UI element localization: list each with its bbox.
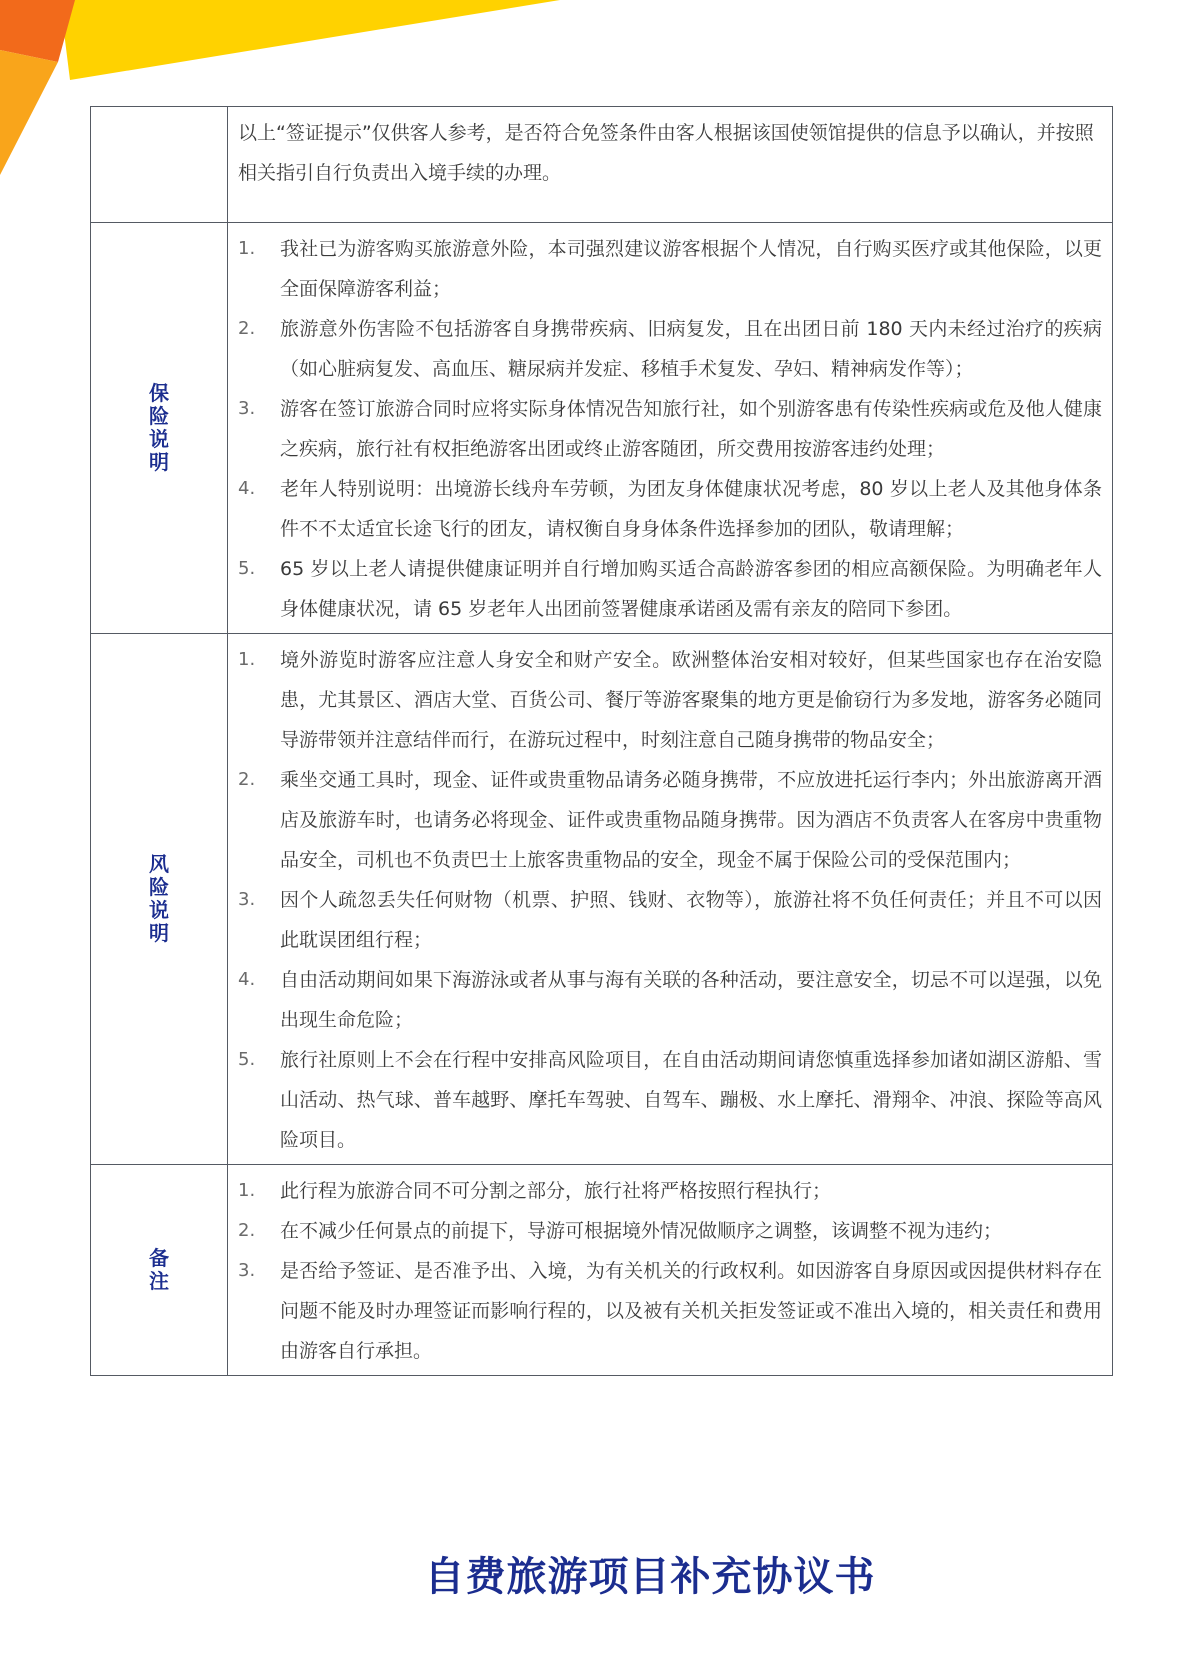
insurance-heading: 保险说明	[149, 381, 169, 474]
list-item	[238, 1251, 1102, 1371]
item-text: 旅游意外伤害险不包括游客自身携带疾病、旧病复发，且在出团日前 180 天内未经过治疗的疾病（如心脏病复发、高血压、糖尿病并发症、移植手术复发、孕妇、精神病发作等）；	[280, 318, 1102, 380]
notes-head-cell	[91, 1165, 228, 1376]
list-item	[238, 1211, 1102, 1251]
list-item	[238, 960, 1102, 1040]
insurance-list	[228, 223, 1112, 633]
item-number: 3.	[238, 889, 256, 910]
item-text: 是否给予签证、是否准予出、入境，为有关机关的行政权利。如因游客自身原因或因提供材料存在问题不能及时办理签证而影响行程的，以及被有关机关拒发签证或不准出入境的，相关责任和费用由游客自行承担。	[280, 1260, 1102, 1362]
page-title: 自费旅游项目补充协议书	[424, 1554, 876, 1600]
item-text: 自由活动期间如果下海游泳或者从事与海有关联的各种活动，要注意安全，切忌不可以逞强，以免出现生命危险；	[280, 969, 1102, 1031]
list-item	[238, 229, 1102, 309]
item-number: 5.	[238, 558, 256, 579]
deco-amber-shape	[0, 50, 58, 175]
item-text: 此行程为旅游合同不可分割之部分，旅行社将严格按照行程执行；	[280, 1180, 832, 1202]
risk-head-cell	[91, 634, 228, 1165]
deco-yellow-shape	[60, 0, 560, 80]
list-item	[238, 760, 1102, 880]
risk-row	[91, 634, 1113, 1165]
list-item	[238, 309, 1102, 389]
list-item	[238, 1171, 1102, 1211]
intro-head-cell	[91, 107, 228, 223]
list-item	[238, 640, 1102, 760]
intro-content-cell	[228, 107, 1113, 223]
list-item	[238, 1040, 1102, 1160]
item-number: 1.	[238, 1180, 256, 1201]
notes-content-cell	[228, 1165, 1113, 1376]
item-number: 2.	[238, 1220, 256, 1241]
item-text: 境外游览时游客应注意人身安全和财产安全。欧洲整体治安相对较好，但某些国家也存在治安隐患，尤其景区、酒店大堂、百货公司、餐厅等游客聚集的地方更是偷窃行为多发地，游客务必随同导游带领并注意结伴而行，在游玩过程中，时刻注意自己随身携带的物品安全；	[280, 649, 1102, 751]
intro-row	[91, 107, 1113, 223]
item-text: 老年人特别说明：出境游长线舟车劳顿，为团友身体健康状况考虑，80 岁以上老人及其他身体条件不不太适宜长途飞行的团友，请权衡自身身体条件选择参加的团队，敬请理解；	[280, 478, 1102, 540]
info-table	[90, 106, 1113, 1376]
item-number: 3.	[238, 398, 256, 419]
list-item	[238, 549, 1102, 629]
item-number: 3.	[238, 1260, 256, 1281]
item-text: 65 岁以上老人请提供健康证明并自行增加购买适合高龄游客参团的相应高额保险。为明确老年人身体健康状况，请 65 岁老年人出团前签署健康承诺函及需有亲友的陪同下参团。	[280, 558, 1102, 620]
visa-note-text: 以上“签证提示”仅供客人参考，是否符合免签条件由客人根据该国使领馆提供的信息予以确认，并按照相关指引自行负责出入境手续的办理。	[238, 122, 1094, 184]
item-number: 5.	[238, 1049, 256, 1070]
item-text: 游客在签订旅游合同时应将实际身体情况告知旅行社，如个别游客患有传染性疾病或危及他人健康之疾病，旅行社有权拒绝游客出团或终止游客随团，所交费用按游客违约处理；	[280, 398, 1102, 460]
item-text: 我社已为游客购买旅游意外险，本司强烈建议游客根据个人情况，自行购买医疗或其他保险，以更全面保障游客利益；	[280, 238, 1102, 300]
item-number: 2.	[238, 769, 256, 790]
list-item	[238, 880, 1102, 960]
notes-row	[91, 1165, 1113, 1376]
item-number: 2.	[238, 318, 256, 339]
insurance-head-cell	[91, 223, 228, 634]
notes-list	[228, 1165, 1112, 1375]
notes-heading: 备注	[149, 1246, 169, 1293]
risk-heading: 风险说明	[149, 852, 169, 945]
risk-content-cell	[228, 634, 1113, 1165]
insurance-row	[91, 223, 1113, 634]
item-text: 因个人疏忽丢失任何财物（机票、护照、钱财、衣物等），旅游社将不负任何责任；并且不可以因此耽误团组行程；	[280, 889, 1102, 951]
item-number: 1.	[238, 649, 256, 670]
item-number: 4.	[238, 969, 256, 990]
item-text: 在不减少任何景点的前提下，导游可根据境外情况做顺序之调整，该调整不视为违约；	[280, 1220, 1003, 1242]
list-item	[238, 469, 1102, 549]
risk-list	[228, 634, 1112, 1164]
item-text: 旅行社原则上不会在行程中安排高风险项目，在自由活动期间请您慎重选择参加诸如湖区游船、雪山活动、热气球、普车越野、摩托车驾驶、自驾车、蹦极、水上摩托、滑翔伞、冲浪、探险等高风险项目。	[280, 1049, 1102, 1151]
list-item	[238, 389, 1102, 469]
item-text: 乘坐交通工具时，现金、证件或贵重物品请务必随身携带，不应放进托运行李内；外出旅游离开酒店及旅游车时，也请务必将现金、证件或贵重物品随身携带。因为酒店不负责客人在客房中贵重物品安全，司机也不负责巴士上旅客贵重物品的安全，现金不属于保险公司的受保范围内；	[280, 769, 1102, 871]
insurance-content-cell	[228, 223, 1113, 634]
item-number: 1.	[238, 238, 256, 259]
item-number: 4.	[238, 478, 256, 499]
